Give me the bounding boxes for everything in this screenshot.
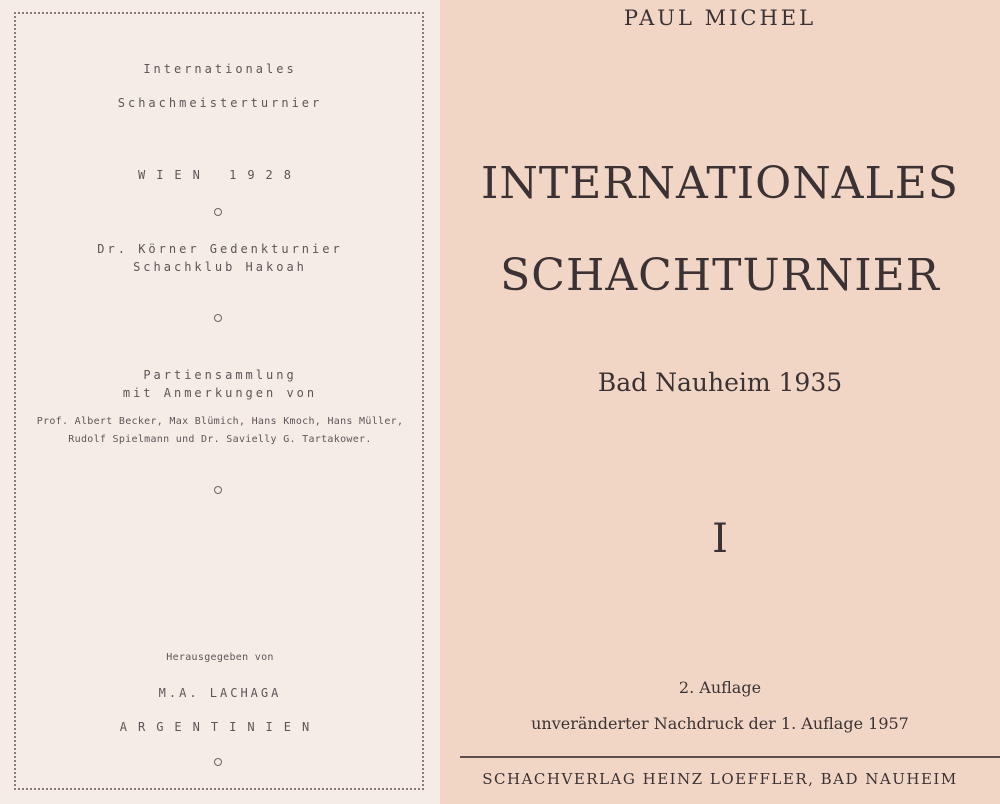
book-title-line1: INTERNATIONALES (481, 158, 959, 209)
edition-label: 2. Auflage (678, 678, 762, 697)
separator-dot (214, 208, 222, 216)
left-title-page (0, 0, 440, 804)
book-title-line2: SCHACHTURNIER (500, 250, 940, 301)
dotted-frame (14, 12, 424, 790)
left-line-gedenkturnier: Dr. Körner Gedenkturnier (97, 242, 343, 256)
separator-dot (214, 758, 222, 766)
right-title-page (440, 0, 1000, 804)
publisher-name: SCHACHVERLAG HEINZ LOEFFLER, BAD NAUHEIM (482, 770, 958, 788)
publisher-rule (460, 756, 1000, 758)
left-line-herausgegeben: Herausgegeben von (166, 652, 274, 663)
left-line-wien-1928: WIEN 1928 (137, 168, 303, 182)
left-line-editor: M.A. LACHAGA (158, 686, 282, 700)
left-line-argentinien: ARGENTINIEN (119, 720, 321, 734)
left-line-annotators-2: Rudolf Spielmann und Dr. Savielly G. Tartakower. (68, 434, 372, 445)
place-year: Bad Nauheim 1935 (597, 368, 843, 397)
left-line-partiensammlung: Partiensammlung (143, 368, 297, 382)
separator-dot (214, 486, 222, 494)
left-line-anmerkungen: mit Anmerkungen von (122, 386, 318, 400)
left-line-schachmeisterturnier: Schachmeisterturnier (117, 96, 323, 110)
author-name: PAUL MICHEL (623, 6, 817, 30)
left-line-internationales: Internationales (143, 62, 297, 76)
left-line-annotators-1: Prof. Albert Becker, Max Blümich, Hans Kmoch, Hans Müller, (36, 416, 404, 427)
reprint-note: unveränderter Nachdruck der 1. Auflage 1957 (531, 714, 909, 733)
left-line-schachklub: Schachklub Hakoah (133, 260, 307, 274)
volume-number: I (712, 516, 728, 562)
separator-dot (214, 314, 222, 322)
